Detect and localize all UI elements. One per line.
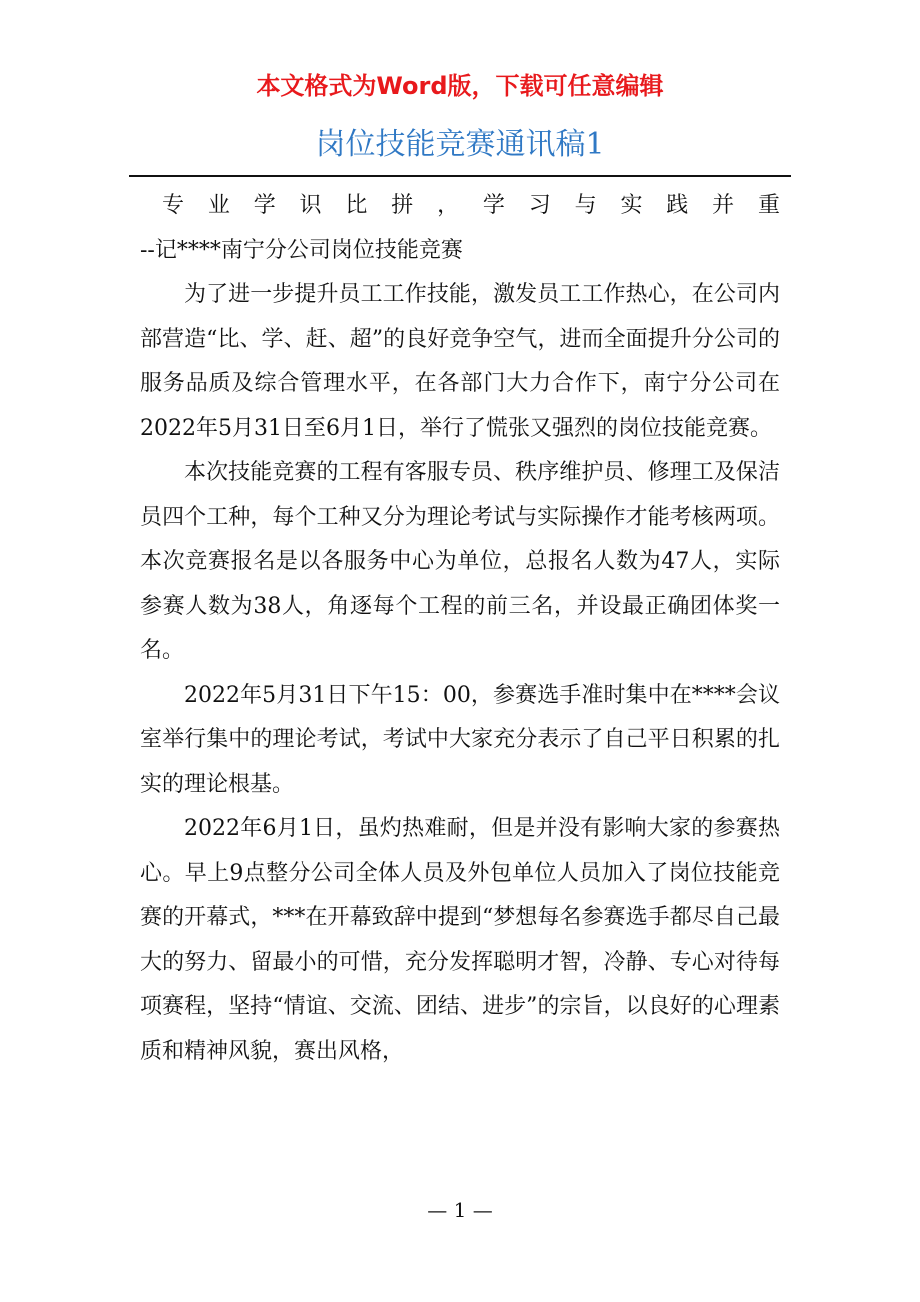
download-notice-banner: 本文格式为Word版，下载可任意编辑 [256,72,664,100]
paragraph-3: 2022年5月31日下午15：00，参赛选手准时集中在****会议室举行集中的理论考试，考试中大家充分表示了自己平日积累的扎实的理论根基。 [140,682,780,797]
subtitle-line-2: --记****南宁分公司岗位技能竞赛 [140,237,463,263]
document-title: 岗位技能竞赛通讯稿1 [315,127,605,162]
paragraph-4: 2022年6月1日，虽灼热难耐，但是并没有影响大家的参赛热心。早上9点整分公司全体人员及外包单位人员加入了岗位技能竞赛的开幕式，***在开幕致辞中提到“梦想每名参赛选手都尽自己最大的努力、留最小的可惜，充分发挥聪明才智，冷静、专心对待每项赛程，坚持“情谊、交流、团结、进步”的宗旨，以良好的心理素质和精神风貌，赛出风格， [140,816,780,1064]
page-number: — 1 — [427,1198,493,1222]
subtitle [140,184,780,273]
document-body [140,184,780,1074]
paragraph-2: 本次技能竞赛的工程有客服专员、秩序维护员、修理工及保洁员四个工种，每个工种又分为理论考试与实际操作才能考核两项。本次竞赛报名是以各服务中心为单位，总报名人数为47人，实际参赛人数为38人，角逐每个工程的前三名，并设最正确团体奖一名。 [140,460,780,663]
title-divider [129,175,791,177]
subtitle-line-1: 专业学识比拼，学习与实践并重 [162,193,780,218]
paragraph-1: 为了进一步提升员工工作技能，激发员工工作热心，在公司内部营造“比、学、赶、超”的良好竞争空气，进而全面提升分公司的服务品质及综合管理水平，在各部门大力合作下，南宁分公司在2022年5月31日至6月1日，举行了慌张又强烈的岗位技能竞赛。 [140,282,780,441]
